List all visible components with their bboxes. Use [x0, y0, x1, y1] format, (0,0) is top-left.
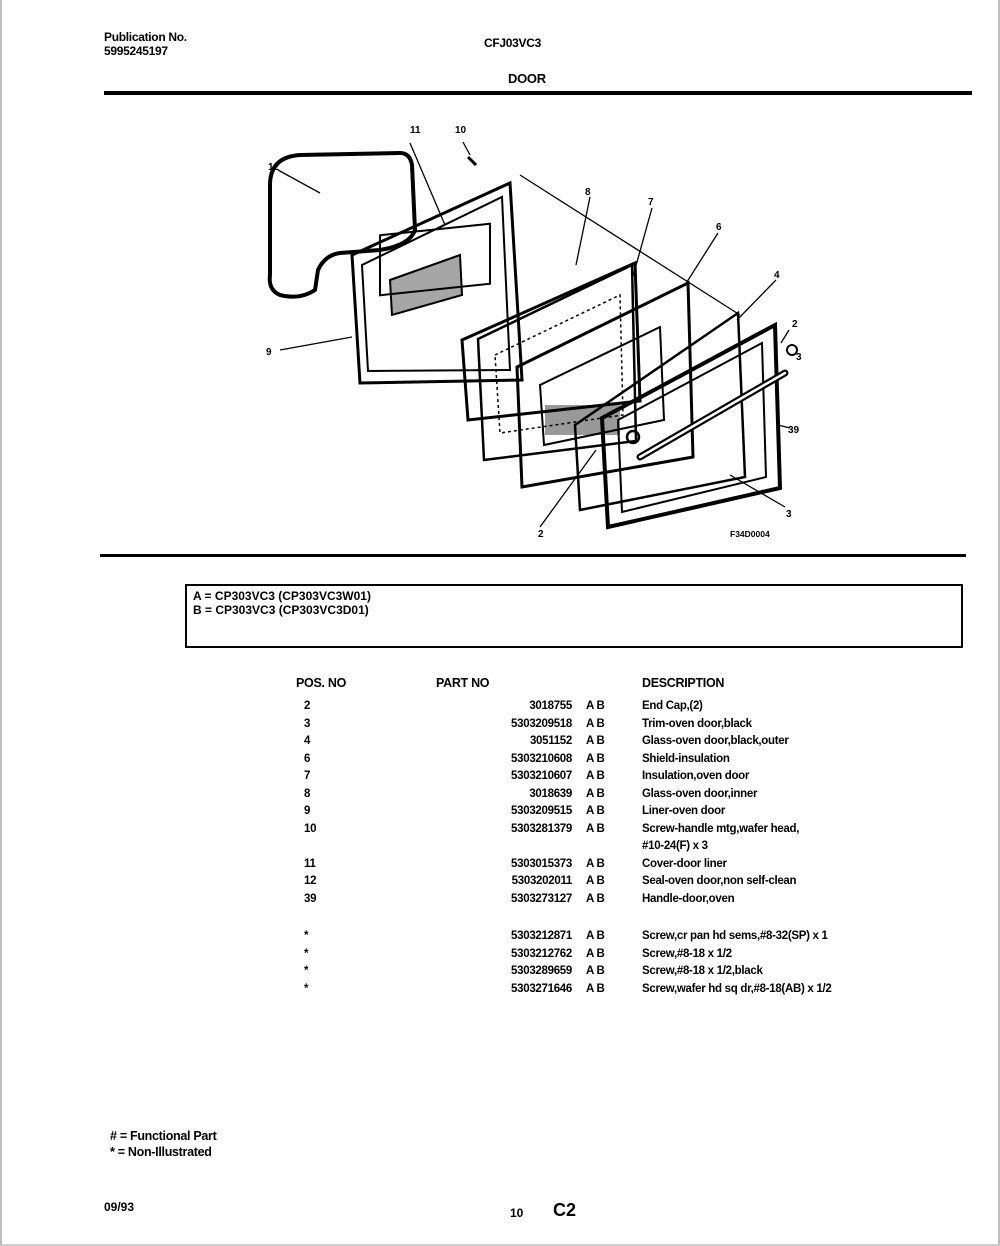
- desc-cell: Shield-insulation: [642, 752, 730, 765]
- header-models: [586, 676, 642, 700]
- desc-cell: Screw,cr pan hd sems,#8-32(SP) x 1: [642, 930, 828, 942]
- desc-cell: #10-24(F) x 3: [642, 840, 708, 852]
- figure-code: F34D0004: [730, 529, 770, 539]
- models-cell: A B: [586, 822, 605, 835]
- part-cell: [396, 840, 586, 858]
- desc-cell: Insulation,oven door: [642, 770, 750, 782]
- models-cell: A B: [586, 857, 605, 870]
- models-cell: A B: [586, 930, 605, 942]
- footer-page-number: 10: [510, 1206, 524, 1220]
- desc-cell: Screw,#8-18 x 1/2,black: [642, 965, 763, 977]
- desc-cell: Liner-oven door: [642, 805, 726, 817]
- footer-section-code: C2: [553, 1200, 577, 1220]
- table-row: [296, 753, 922, 771]
- models-cell: [586, 840, 642, 858]
- parts-table-header: [296, 676, 922, 700]
- pos-cell: 2: [304, 700, 311, 712]
- parts-table: [296, 676, 922, 1000]
- callout-3-bottom: 3: [786, 509, 792, 520]
- callout-4: 4: [774, 270, 780, 281]
- table-row: [296, 788, 922, 806]
- part-cell: 5303210607: [511, 770, 572, 782]
- part-cell: 5303210608: [511, 752, 572, 765]
- diagram-rule: [100, 554, 966, 557]
- desc-cell: End Cap,(2): [642, 700, 703, 712]
- models-cell: A B: [586, 875, 605, 887]
- pos-cell: *: [304, 930, 309, 942]
- desc-cell: Trim-oven door,black: [642, 717, 752, 730]
- publication-number: 5995245197: [104, 44, 168, 58]
- callout-8: 8: [585, 187, 591, 198]
- table-row: [296, 823, 922, 841]
- pos-cell: [296, 840, 396, 858]
- publication-label: Publication No.: [104, 30, 187, 44]
- callout-6: 6: [716, 222, 722, 233]
- models-cell: A B: [586, 787, 605, 800]
- pos-cell: *: [304, 965, 309, 977]
- table-row: [296, 930, 922, 948]
- table-spacer-row: [296, 910, 922, 930]
- models-cell: A B: [586, 717, 605, 730]
- part-cell: 5303202011: [511, 875, 572, 887]
- pos-cell: 9: [304, 805, 311, 817]
- note-functional: # = Functional Part: [110, 1129, 217, 1143]
- callout-7: 7: [648, 197, 654, 208]
- part-cell: 5303212871: [511, 930, 572, 942]
- part-cell: 5303273127: [511, 892, 572, 905]
- pos-cell: 4: [304, 735, 311, 747]
- pos-cell: 12: [304, 875, 317, 887]
- part-cell: 5303015373: [511, 857, 572, 870]
- pos-cell: 7: [304, 770, 311, 782]
- desc-cell: Seal-oven door,non self-clean: [642, 875, 797, 887]
- table-row: [296, 840, 922, 858]
- desc-cell: Glass-oven door,inner: [642, 787, 758, 800]
- pos-cell: 6: [304, 752, 311, 765]
- pos-cell: 39: [304, 892, 317, 905]
- models-cell: A B: [586, 700, 605, 712]
- models-cell: A B: [586, 770, 605, 782]
- part-cell: 5303212762: [511, 947, 572, 960]
- table-row: [296, 805, 922, 823]
- callout-9: 9: [266, 347, 272, 358]
- pos-cell: *: [304, 947, 309, 960]
- models-cell: A B: [586, 892, 605, 905]
- part-cell: 3051152: [529, 735, 572, 747]
- legend-line-a: A = CP303VC3 (CP303VC3W01): [193, 589, 371, 603]
- part-cell: 5303281379: [511, 822, 572, 835]
- part-cell: 3018755: [529, 700, 572, 712]
- notes: [110, 1128, 216, 1160]
- models-cell: A B: [586, 805, 605, 817]
- table-row: [296, 893, 922, 911]
- desc-cell: Glass-oven door,black,outer: [642, 735, 789, 747]
- table-row: [296, 770, 922, 788]
- part-cell: 5303271646: [511, 982, 572, 995]
- callout-2-top: 2: [792, 319, 798, 330]
- table-row: [296, 965, 922, 983]
- desc-cell: Cover-door liner: [642, 857, 727, 870]
- callout-12: 12: [268, 162, 280, 173]
- footer-date: 09/93: [104, 1200, 135, 1214]
- models-cell: A B: [586, 982, 605, 995]
- door-exploded-diagram: [240, 115, 840, 545]
- callout-2-bottom: 2: [538, 529, 544, 540]
- table-row: [296, 948, 922, 966]
- desc-cell: Screw,wafer hd sq dr,#8-18(AB) x 1/2: [642, 982, 832, 995]
- callout-39: 39: [788, 425, 800, 436]
- header-part: PART NO: [436, 676, 490, 690]
- models-cell: A B: [586, 947, 605, 960]
- part-cell: 5303289659: [511, 965, 572, 977]
- pos-cell: *: [304, 982, 309, 995]
- part-cell: 3018639: [529, 787, 572, 800]
- models-cell: A B: [586, 752, 605, 765]
- desc-cell: Screw-handle mtg,wafer head,: [642, 822, 800, 835]
- pos-cell: 8: [304, 787, 311, 800]
- section-title: DOOR: [508, 71, 546, 86]
- desc-cell: Screw,#8-18 x 1/2: [642, 947, 732, 960]
- models-cell: A B: [586, 735, 605, 747]
- table-row: [296, 858, 922, 876]
- pos-cell: 10: [304, 822, 317, 835]
- note-nonillustrated: * = Non-Illustrated: [110, 1145, 212, 1159]
- table-row: [296, 700, 922, 718]
- part-cell: 5303209518: [511, 717, 572, 730]
- model-legend-box: [185, 584, 963, 648]
- callout-10: 10: [455, 125, 467, 136]
- part-cell: 5303209515: [511, 805, 572, 817]
- pos-cell: 3: [304, 717, 311, 730]
- callout-3-top: 3: [796, 352, 802, 363]
- table-row: [296, 983, 922, 1001]
- callout-11: 11: [410, 125, 421, 136]
- desc-cell: Handle-door,oven: [642, 892, 735, 905]
- table-row: [296, 718, 922, 736]
- header-pos: POS. NO: [296, 676, 346, 690]
- table-row: [296, 875, 922, 893]
- models-cell: A B: [586, 965, 605, 977]
- legend-line-b: B = CP303VC3 (CP303VC3D01): [193, 603, 369, 617]
- model-number: CFJ03VC3: [484, 36, 541, 50]
- pos-cell: 11: [304, 857, 316, 870]
- table-row: [296, 735, 922, 753]
- header-desc: DESCRIPTION: [642, 676, 725, 690]
- header-rule: [104, 91, 972, 95]
